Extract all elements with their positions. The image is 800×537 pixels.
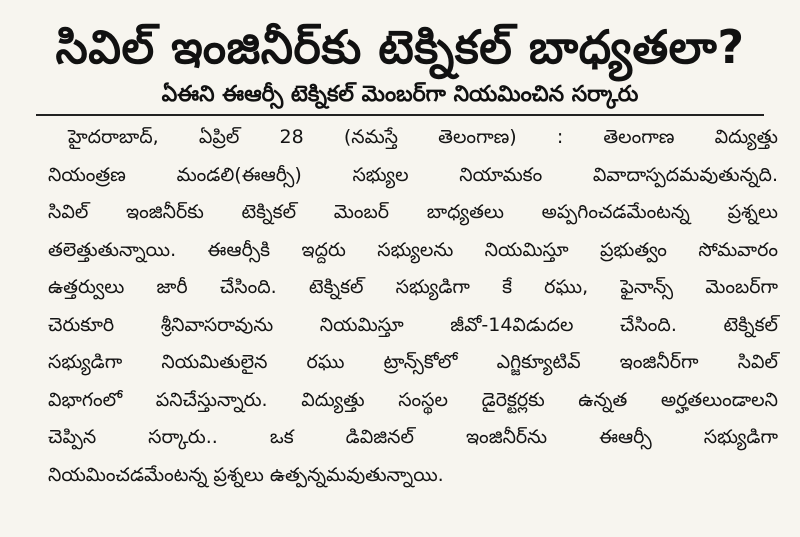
- article-line: విభాగంలో పనిచేస్తున్నారు. విద్యుత్తు సంస్థల డైరెక్టర్లకు ఉన్నత అర్హతలుండాలని: [48, 388, 778, 411]
- article-line: సభ్యుడిగా నియమితులైన రఘు ట్రాన్స్‌కోలో ఎగ్జిక్యూటివ్ ఇంజినీర్‌గా సివిల్: [48, 351, 778, 373]
- article-line: చెరుకూరి శ్రీనివాసరావును నియమిస్తూ జీవో-14విడుదల చేసింది. టెక్నికల్: [48, 313, 778, 336]
- article-body: [14, 119, 786, 494]
- article-line: సివిల్ ఇంజినీర్‌కు టెక్నికల్ మెంబర్ బాధ్యతలు అప్పగించడమేంటన్న ప్రశ్నలు: [48, 201, 778, 223]
- article-line: ఉత్తర్వులు జారీ చేసింది. టెక్నికల్ సభ్యుడిగా కే రఘు, ఫైనాన్స్ మెంబర్‌గా: [48, 276, 778, 298]
- headline: సివిల్ ఇంజినీర్‌కు టెక్నికల్ బాధ్యతలా?: [55, 20, 745, 74]
- article-line-dateline: హైదరాబాద్, ఏప్రిల్ 28 (నమస్తే తెలంగాణ) : తెలంగాణ విద్యుత్తు: [68, 126, 778, 148]
- divider: [36, 114, 764, 116]
- article-line: నియంత్రణ మండలి(ఈఆర్సీ) సభ్యుల నియామకం వివాదాస్పదమవుతున్నది.: [48, 163, 778, 186]
- subheadline: ఏఈని ఈఆర్సీ టెక్నికల్ మెంబర్‌గా నియమించిన సర్కారు: [161, 82, 639, 107]
- article-line: చెప్పిన సర్కారు.. ఒక డివిజినల్ ఇంజినీర్‌ను ఈఆర్సీ సభ్యుడిగా: [48, 426, 778, 448]
- article-line: నియమించడమేంటన్న ప్రశ్నలు ఉత్పన్నమవుతున్నాయి.: [48, 463, 444, 486]
- article-line: తలెత్తుతున్నాయి. ఈఆర్సీకి ఇద్దరు సభ్యులను నియమిస్తూ ప్రభుత్వం సోమవారం: [48, 238, 778, 261]
